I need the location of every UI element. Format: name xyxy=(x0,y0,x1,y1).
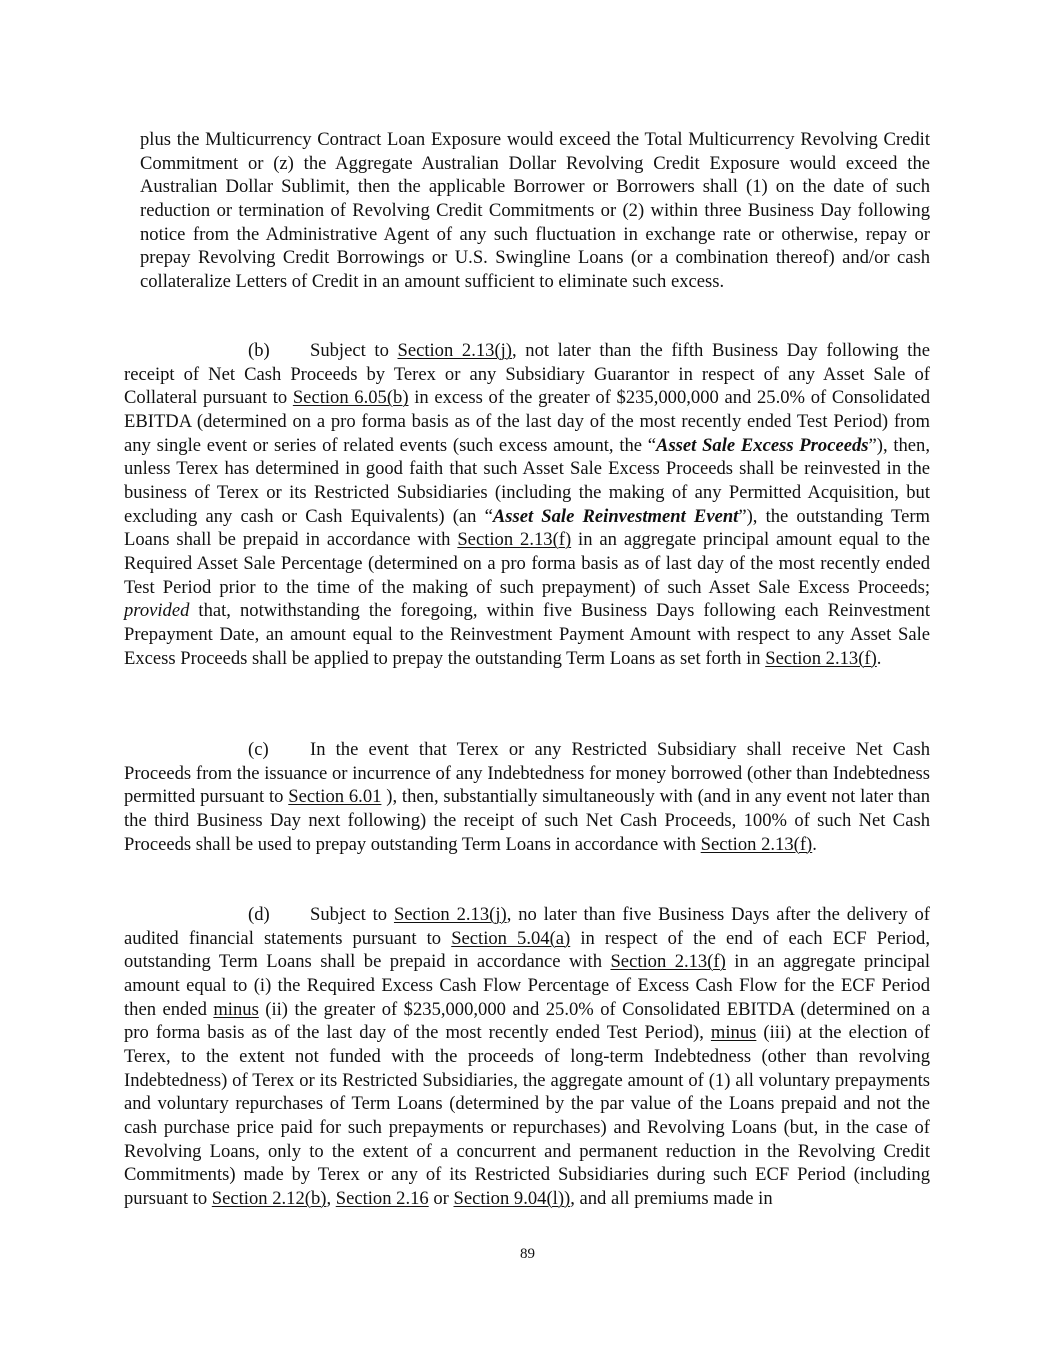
paragraph-c xyxy=(124,738,930,856)
section-ref-9-04l: Section 9.04(l)) xyxy=(453,1187,571,1209)
section-ref-2-13f: Section 2.13(f) xyxy=(765,647,877,669)
section-ref-5-04a: Section 5.04(a) xyxy=(451,927,571,949)
paragraph-d-text: , and all premiums made in xyxy=(570,1187,773,1209)
section-ref-2-13f: Section 2.13(f) xyxy=(610,951,726,973)
section-ref-2-13j: Section 2.13(j) xyxy=(393,904,507,925)
paragraph-continued-text: plus the Multicurrency Contract Loan Exposure would exceed the Total Multicurrency Revolving Credit Commitment or (z) the Aggregate Australian Dollar Revolving Credit Exposure would exceed the Australian Dollar Sublimit, then the applicable Borrower or Borrowers shall (1) on the date of such reduction or termination of Revolving Credit Commitments or (2) within three Business Day following notice from the Administrative Agent of any such fluctuation in exchange rate or otherwise, repay or prepay Revolving Credit Borrowings or U.S. Swingline Loans (or a combination thereof) and/or cash collateralize Letters of Credit in an amount sufficient to eliminate such excess. xyxy=(140,129,930,292)
paragraph-d-text: in respect of the end of each ECF Period, outstanding Term Loans shall be prepaid in accordance with xyxy=(124,927,930,973)
paragraph-b-text: in excess of the greater of $235,000,000 and 25.0% of Consolidated EBITDA (determined on a pro forma basis as of the last day of the most recently ended Test Period) from any single event or series of related events (such excess amount, the “ xyxy=(124,387,930,456)
paragraph-d xyxy=(124,903,930,1211)
paragraph-c-label: (c) xyxy=(248,739,269,760)
paragraph-b-text: , not later than the fifth Business Day following the receipt of Net Cash Proceeds by Terex or any Subsidiary Guarantor in respect of any Asset Sale of Collateral pursuant to xyxy=(124,340,930,409)
section-ref-6-05b: Section 6.05(b) xyxy=(292,387,409,409)
provided-term: provided xyxy=(124,600,190,622)
paragraph-b-text: in an aggregate principal amount equal to the Required Asset Sale Percentage (determined on a pro forma basis as of last day of the most recently ended Test Period prior to the time of the making of such prepayment) of such Asset Sale Excess Proceeds; xyxy=(124,529,930,598)
paragraph-b-text: . xyxy=(876,647,882,669)
minus-term: minus xyxy=(710,1022,757,1044)
paragraph-c-text: In the event that Terex or any Restricted Subsidiary shall receive Net Cash Proceeds from the issuance or incurrence of any Indebtedness for money borrowed (other than Indebtedness permitted pursuant to xyxy=(124,739,930,808)
section-ref-2-16: Section 2.16 xyxy=(335,1187,429,1209)
paragraph-d-text: (iii) at the election of Terex, to the extent not funded with the proceeds of long-term Indebtedness (other than revolving Indebtedness) of Terex or its Restricted Subsidiaries, the aggregate amount of (1) all voluntary prepayments and voluntary repurchases of Term Loans (determined by the par value of the Loans prepaid and not the cash purchase price paid for such prepayments or repurchases) and Revolving Loans (but, in the case of Revolving Loans, only to the extent of a concurrent and permanent reduction in the Revolving Credit Commitments) made by Terex or any of its Restricted Subsidiaries during such ECF Period (including pursuant to xyxy=(124,1022,930,1209)
page-number: 89 xyxy=(520,1246,535,1262)
paragraph-b-label: (b) xyxy=(248,340,270,361)
paragraph-b-text: ”), the outstanding Term Loans shall be prepaid in accordance with xyxy=(124,505,930,551)
paragraph-b-text: that, notwithstanding the foregoing, within five Business Days following each Reinvestment Prepayment Date, an amount equal to the Reinvestment Payment Amount with respect to any Asset Sale Excess Proceeds shall be applied to prepay the outstanding Term Loans as set forth in xyxy=(124,600,930,669)
paragraph-b-text: ”), then, unless Terex has determined in good faith that such Asset Sale Excess Proceeds shall be reinvested in the business of Terex or its Restricted Subsidiaries (including the making of any Permitted Acquisition, but excluding any cash or Cash Equivalents) (an “ xyxy=(124,434,930,527)
section-ref-2-13f: Section 2.13(f) xyxy=(700,833,813,855)
paragraph-continued xyxy=(140,128,930,294)
paragraph-b xyxy=(124,339,930,670)
minus-term: minus xyxy=(213,998,259,1020)
section-ref-2-12b: Section 2.12(b) xyxy=(211,1187,327,1209)
paragraph-d-text: Subject to xyxy=(310,904,394,925)
paragraph-d-text: , no later than five Business Days after the delivery of audited financial statements pursuant to xyxy=(124,904,930,949)
paragraph-d-text: or xyxy=(428,1187,454,1209)
section-ref-6-01: Section 6.01 xyxy=(288,786,382,808)
paragraph-d-label: (d) xyxy=(248,904,270,925)
paragraph-b-text: Subject to xyxy=(310,340,398,361)
paragraph-d-text: (ii) the greater of $235,000,000 and 25.0% of Consolidated EBITDA (determined on a pro forma basis as of the last day of the most recently ended Test Period), xyxy=(124,998,930,1044)
paragraph-d-text: , xyxy=(326,1187,336,1209)
defined-term-asset-sale-excess-proceeds: Asset Sale Excess Proceeds xyxy=(656,434,869,456)
defined-term-asset-sale-reinvestment-event: Asset Sale Reinvestment Event xyxy=(492,505,739,527)
section-ref-2-13f: Section 2.13(f) xyxy=(457,529,572,551)
paragraph-c-text: . xyxy=(812,833,817,855)
paragraph-c-text: ), then, substantially simultaneously with (and in any event not later than the third Business Day next following) the receipt of such Net Cash Proceeds, 100% of such Net Cash Proceeds shall be used to prepay outstanding Term Loans in accordance with xyxy=(124,786,930,855)
section-ref-2-13j: Section 2.13(j) xyxy=(397,340,512,361)
paragraph-d-text: in an aggregate principal amount equal to (i) the Required Excess Cash Flow Percentage of Excess Cash Flow for the ECF Period then ended xyxy=(124,951,930,1020)
